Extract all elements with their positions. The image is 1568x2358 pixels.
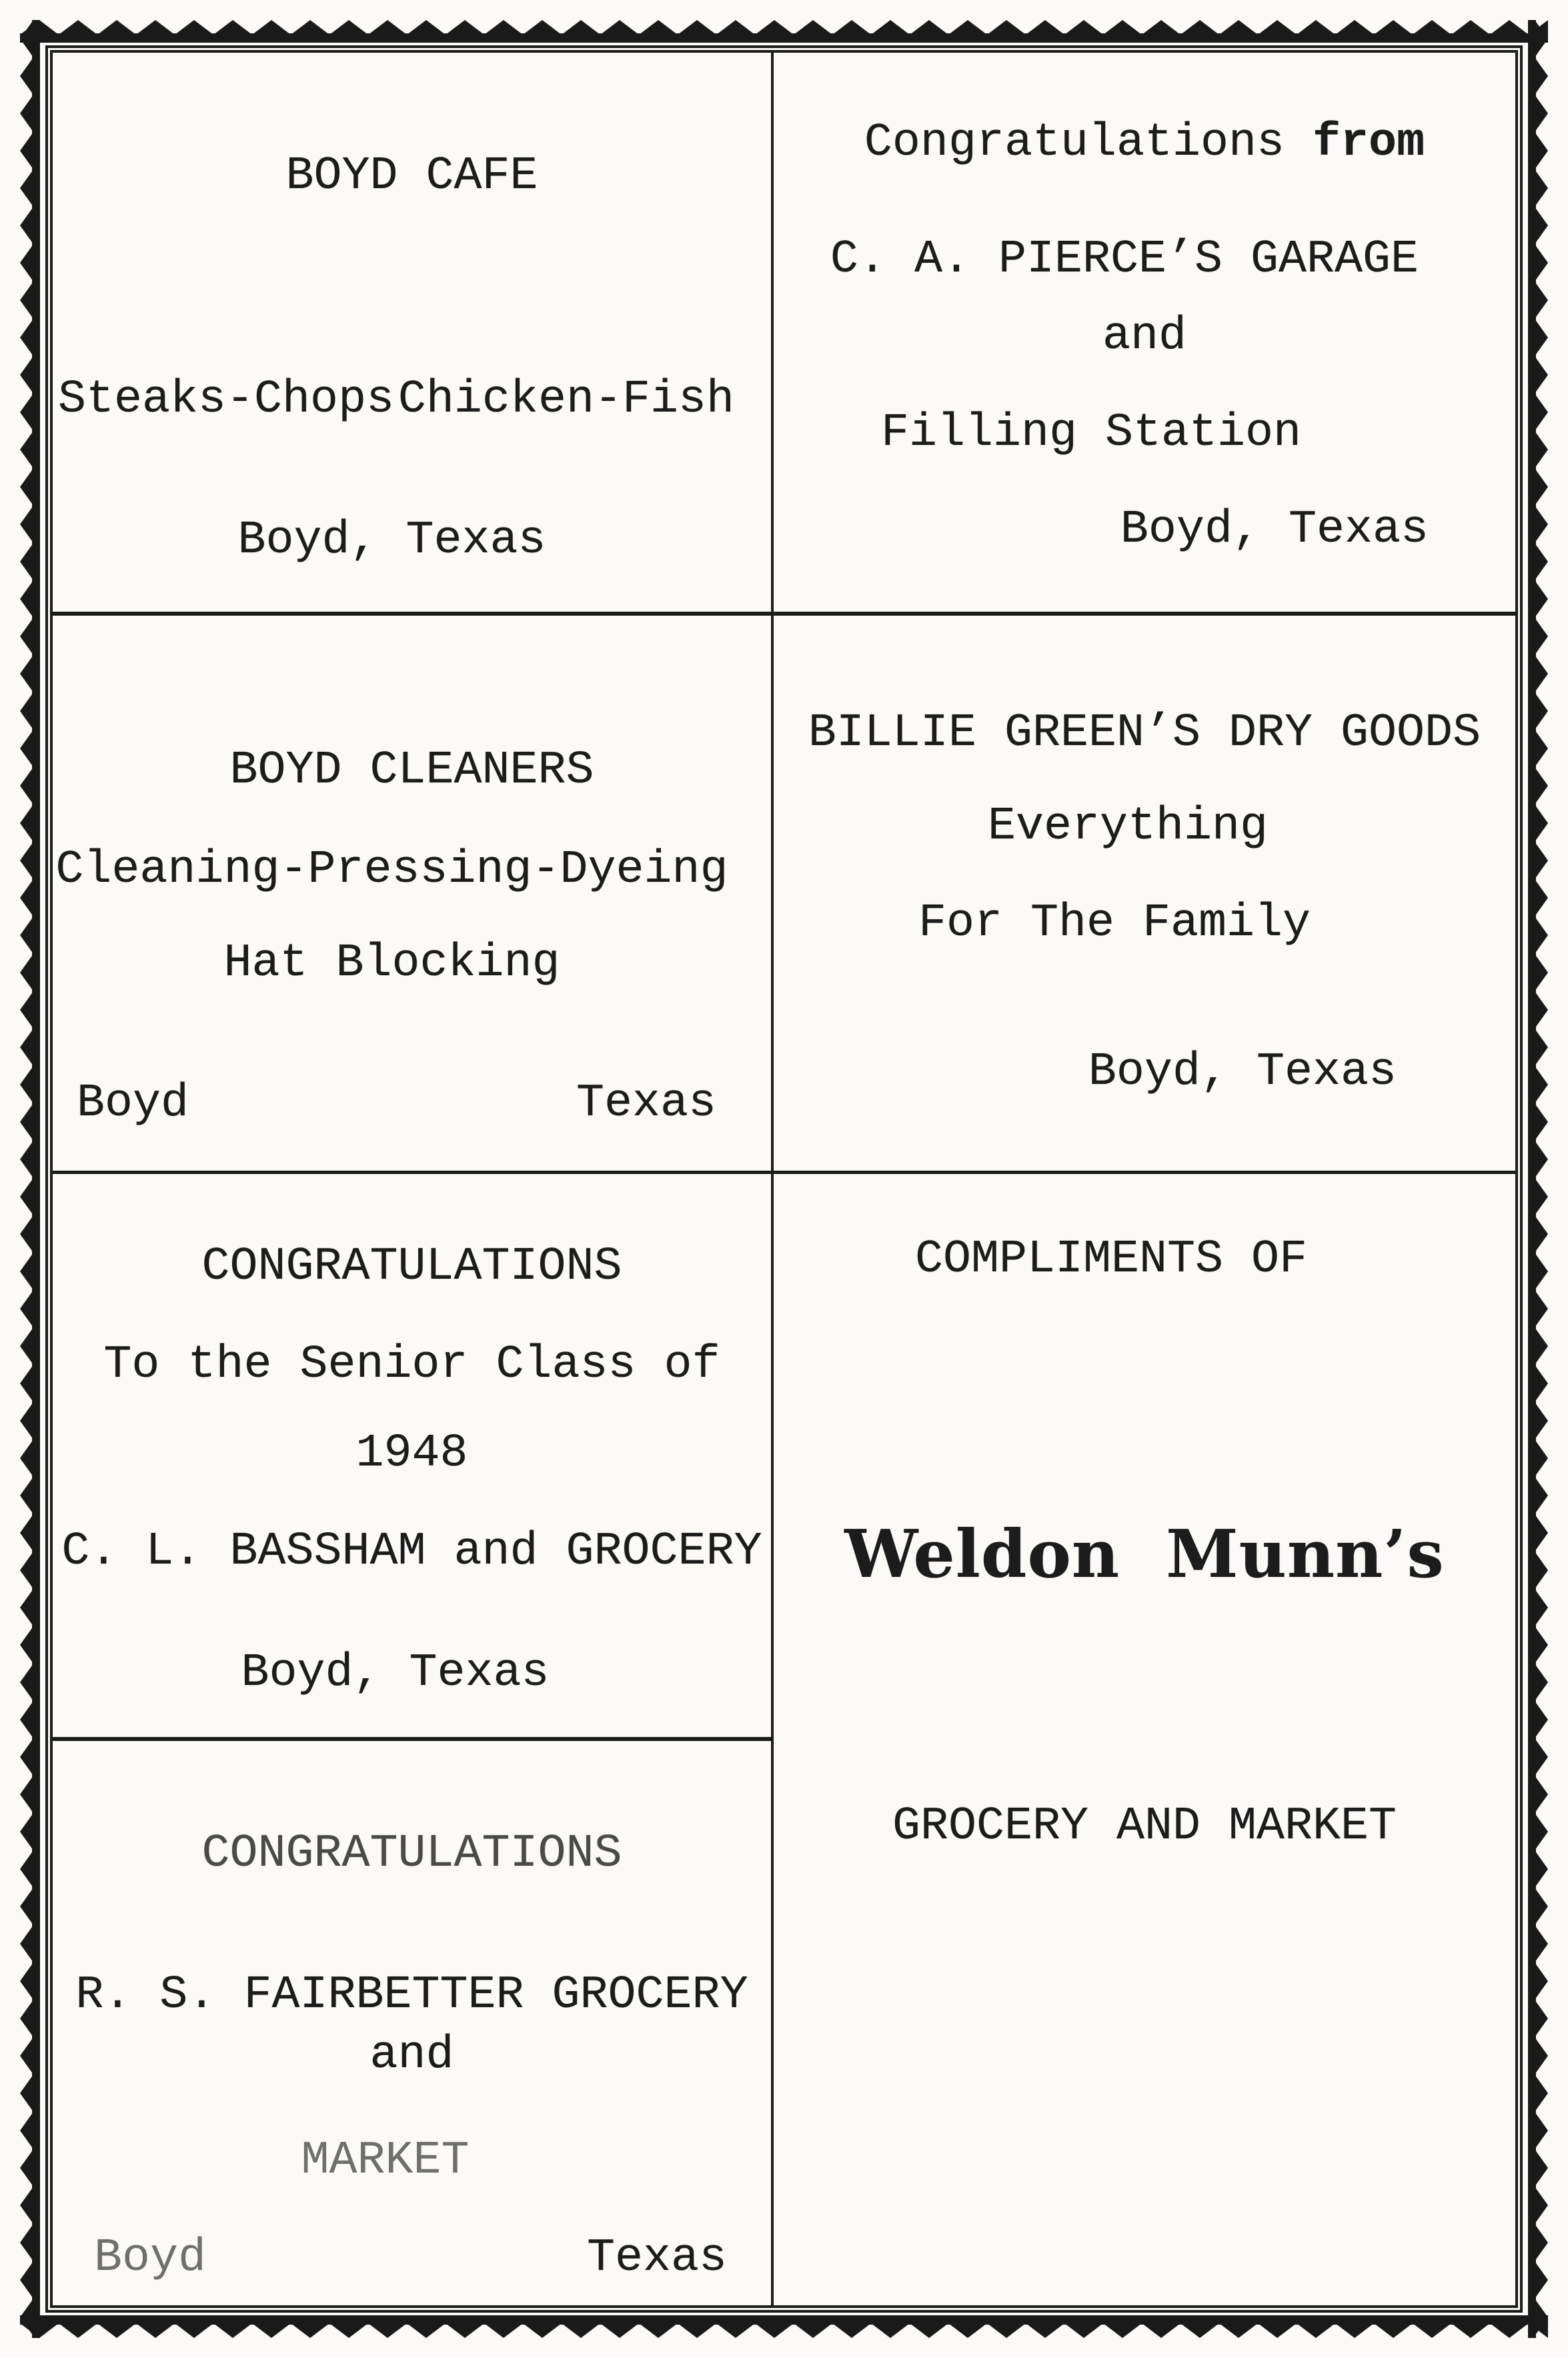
ad-line2: GROCERY AND MARKET — [892, 1800, 1397, 1853]
ad-name: C. L. BASSHAM and GROCERY — [61, 1526, 762, 1578]
ad-pierce-garage — [774, 53, 1515, 612]
ad-greeting — [774, 117, 1515, 169]
ad-location: Boyd, Texas — [1120, 504, 1429, 556]
ad-name2: MARKET — [301, 2135, 470, 2187]
ad-item-right: Chicken-Fish — [398, 374, 734, 426]
ad-name: C. A. PIERCE’S GARAGE — [830, 233, 1419, 286]
greeting-bold: from — [1313, 117, 1425, 169]
ad-name: R. S. FAIRBETTER GROCERY — [75, 1969, 748, 2022]
ad-items-row — [53, 374, 771, 426]
ad-location-row — [53, 2232, 771, 2285]
ad-conjunction: and — [1102, 310, 1187, 363]
ad-city: Boyd — [77, 1077, 189, 1130]
ad-name: Weldon Munn’s — [844, 1516, 1445, 1593]
ad-state: Texas — [586, 2232, 727, 2285]
ad-location: Boyd, Texas — [241, 1647, 550, 1700]
ad-title: CONGRATULATIONS — [201, 1241, 622, 1293]
ad-line1: Everything — [987, 800, 1269, 853]
ad-year: 1948 — [355, 1427, 468, 1480]
ad-billie-green — [774, 615, 1515, 1171]
border-teeth-top — [20, 20, 1548, 43]
ad-name2: Filling Station — [880, 407, 1302, 460]
ad-location: Boyd, Texas — [1088, 1046, 1397, 1099]
ad-weldon-munn — [774, 1174, 1515, 2305]
ad-title: BILLIE GREEN’S DRY GOODS — [808, 707, 1481, 760]
ad-location-row — [53, 1077, 771, 1130]
ad-fairbetter — [53, 1740, 771, 2305]
ad-conjunction: and — [369, 2029, 454, 2082]
ad-services2: Hat Blocking — [223, 937, 560, 990]
ad-boyd-cafe — [53, 53, 771, 612]
ad-location: Boyd, Texas — [237, 514, 546, 567]
ad-services: Cleaning-Pressing-Dyeing — [55, 844, 728, 897]
ad-line2: For The Family — [918, 897, 1311, 950]
ad-title: BOYD CAFE — [285, 150, 538, 203]
greeting-prefix: Congratulations — [864, 117, 1285, 169]
border-teeth-left — [20, 20, 40, 2338]
ad-line1: COMPLIMENTS OF — [914, 1233, 1308, 1286]
page-frame — [45, 45, 1523, 2313]
ad-bassham — [53, 1174, 771, 1737]
ad-title: CONGRATULATIONS — [201, 1828, 622, 1880]
ad-state: Texas — [576, 1077, 716, 1130]
ad-city: Boyd — [94, 2232, 207, 2285]
border-teeth-right — [1528, 20, 1548, 2338]
ad-item-left: Steaks-Chops — [58, 374, 395, 426]
ad-line1: To the Senior Class of — [103, 1339, 720, 1391]
ad-title: BOYD CLEANERS — [229, 744, 594, 797]
border-teeth-bottom — [20, 2315, 1548, 2338]
ad-grid — [53, 53, 1515, 2305]
ad-boyd-cleaners — [53, 615, 771, 1171]
